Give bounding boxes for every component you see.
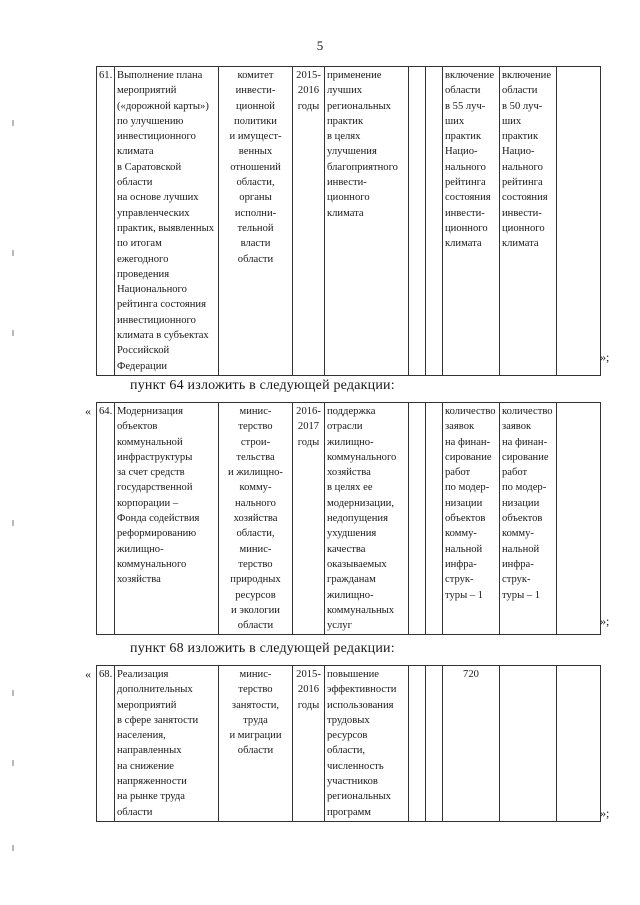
cell-6: [409, 666, 426, 822]
period: 2015- 2016 годы: [293, 666, 325, 822]
expected-result: поддержка отрасли жилищно- коммунального хозяйства в целях ее модернизации, недопущения ухудшения качества оказываемых гражданам жилищно- коммунальных услуг: [325, 403, 409, 635]
row-number: 61.: [97, 67, 115, 376]
indicator-year-1: количество заявок на финан- сирование работ по модер- низации объектов комму- нальной инфра- струк- туры – 1: [443, 403, 500, 635]
closing-quote: »;: [600, 614, 610, 628]
cell-10: [557, 666, 601, 822]
indicator-year-1: включение области в 55 луч- ших практик Нацио- нального рейтинга состояния инвести- ционного климата: [443, 67, 500, 376]
closing-quote: »;: [600, 350, 610, 364]
measure-name: Модернизация объектов коммунальной инфраструктуры за счет средств государственной корпорации – Фонда содействия реформированию жилищно- коммунального хозяйства: [115, 403, 219, 635]
row-number: 64.: [97, 403, 115, 635]
indicator-year-1: 720: [443, 666, 500, 822]
expected-result: повышение эффективности использования трудовых ресурсов области, численность участников региональных программ: [325, 666, 409, 822]
executor: минис- терство строи- тельства и жилищно- комму- нального хозяйства области, минис- терство природных ресурсов и экологии области: [219, 403, 293, 635]
table-row-68: [96, 665, 601, 822]
executor: комитет инвести- ционной политики и имущест- венных отношений области, органы исполни- тельной власти области: [219, 67, 293, 376]
cell-6: [409, 403, 426, 635]
cell-10: [557, 403, 601, 635]
indicator-year-2: [500, 666, 557, 822]
opening-quote: «: [85, 404, 91, 418]
indicator-year-2: количество заявок на финан- сирование работ по модер- низации объектов комму- нальной инфра- струк- туры – 1: [500, 403, 557, 635]
cell-7: [426, 67, 443, 376]
period: 2016- 2017 годы: [293, 403, 325, 635]
period: 2015- 2016 годы: [293, 67, 325, 376]
cell-10: [557, 67, 601, 376]
row-number: 68.: [97, 666, 115, 822]
expected-result: применение лучших региональных практик в целях улучшения благоприятного инвести- ционного климата: [325, 67, 409, 376]
measure-name: Реализация дополнительных мероприятий в сфере занятости населения, направленных на снижение напряженности на рынке труда области: [115, 666, 219, 822]
executor: минис- терство занятости, труда и миграции области: [219, 666, 293, 822]
indicator-year-2: включение области в 50 луч- ших практик Нацио- нального рейтинга состояния инвести- ционного климата: [500, 67, 557, 376]
page-number: 5: [316, 38, 324, 53]
cell-7: [426, 666, 443, 822]
instruction-64: пункт 64 изложить в следующей редакции:: [130, 378, 395, 393]
scan-margin-marks: [12, 0, 18, 905]
table-row-61: [96, 66, 601, 376]
instruction-68: пункт 68 изложить в следующей редакции:: [130, 641, 395, 656]
closing-quote: »;: [600, 806, 610, 820]
cell-6: [409, 67, 426, 376]
table-row-64: [96, 402, 601, 635]
opening-quote: «: [85, 667, 91, 681]
cell-7: [426, 403, 443, 635]
measure-name: Выполнение плана мероприятий («дорожной карты») по улучшению инвестиционного климата в Саратовской области на основе лучших управленческих практик, выявленных по итогам ежегодного проведения Национального рейтинга состояния инвестиционного климата в субъектах Российской Федерации: [115, 67, 219, 376]
